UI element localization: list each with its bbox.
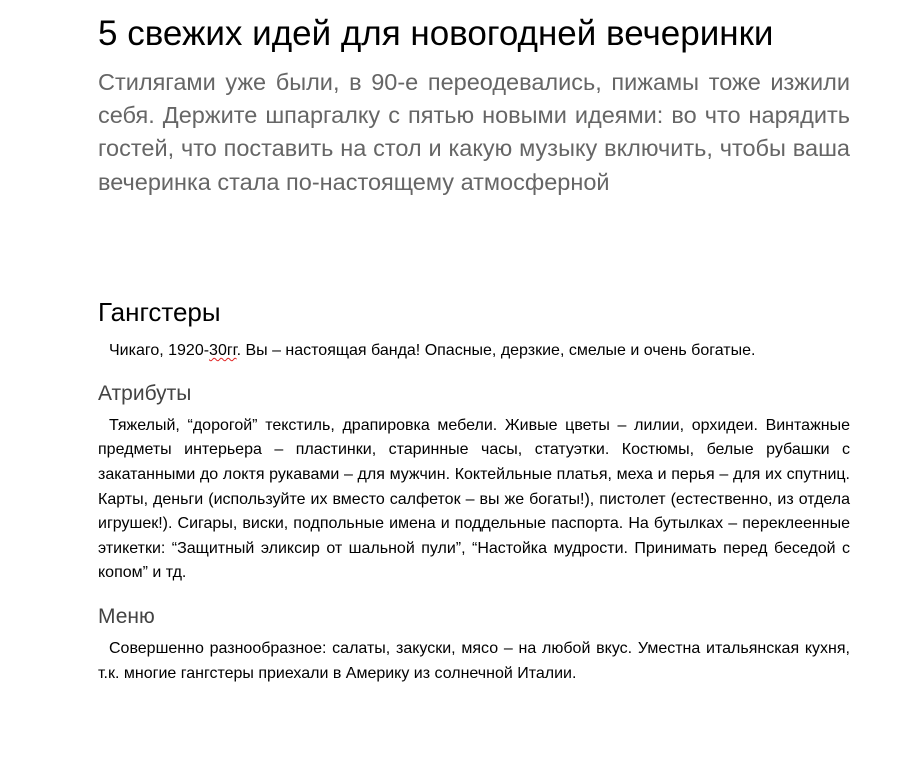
attributes-heading: Атрибуты <box>98 381 192 405</box>
section-intro <box>98 339 850 363</box>
document-body <box>98 0 850 686</box>
document-title: 5 свежих идей для новогодней вечеринки <box>98 14 774 53</box>
intro-text-before: Чикаго, 1920- <box>109 341 210 359</box>
document-subtitle: Стилягами уже были, в 90-е переодевались, пижамы тоже изжили себя. Держите шпаргалку с пятью новыми идеями: во что нарядить гостей, что поставить на стол и какую музыку включить, чтобы ваша вечеринка стала по-настоящему атмосферной <box>98 69 850 195</box>
attributes-paragraph: Тяжелый, “дорогой” текстиль, драпировка мебели. Живые цветы – лилии, орхидеи. Винтажные предметы интерьера – пластинки, старинные часы, статуэтки. Костюмы, белые рубашки с закатанными до локтя рукавами – для мужчин. Коктейльные платья, меха и перья – для их спутниц. Карты, деньги (используйте их вместо салфеток – вы же богаты!), пистолет (естественно, из отдела игрушек!). Сигары, виски, подпольные имена и поддельные паспорта. На бутылках – переклеенные этикетки: “Защитный эликсир от шальной пули”, “Настойка мудрости. Принимать перед беседой с копом” и тд. <box>98 416 850 582</box>
section-heading-gangsters: Гангстеры <box>98 296 221 327</box>
menu-paragraph: Совершенно разнообразное: салаты, закуски, мясо – на любой вкус. Уместна итальянская кухня, т.к. многие гангстеры приехали в Америку из солнечной Италии. <box>98 639 850 682</box>
menu-heading: Меню <box>98 604 155 628</box>
spellcheck-flagged-word[interactable]: 30гг <box>209 341 237 359</box>
intro-text-after: . Вы – настоящая банда! Опасные, дерзкие, смелые и очень богатые. <box>236 341 756 359</box>
